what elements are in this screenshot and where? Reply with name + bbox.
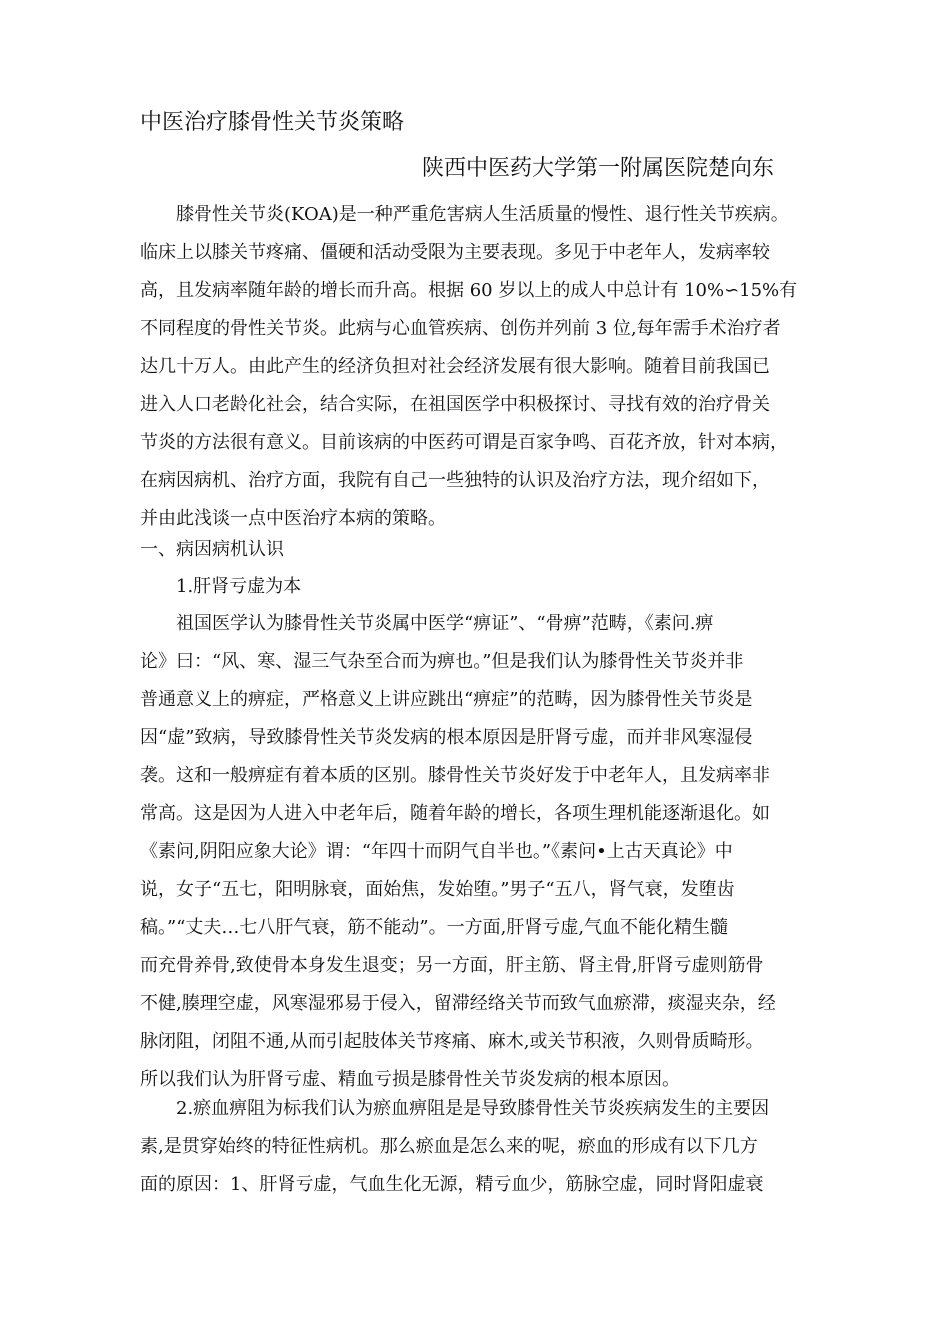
text-line: 素,是贯穿始终的特征性病机。那么瘀血是怎么来的呢，瘀血的形成有以下几方 — [140, 1136, 758, 1157]
text-line: 祖国医学认为膝骨性关节炎属中医学“痹证”、“骨痹”范畴，《素问.痹 — [176, 613, 714, 634]
text-line: 膝骨性关节炎(KOA)是一种严重危害病人生活质量的慢性、退行性关节疾病。 — [176, 204, 789, 225]
text-line: 所以我们认为肝肾亏虚、精血亏损是膝骨性关节炎发病的根本原因。 — [140, 1069, 680, 1090]
text-line: 达几十万人。由此产生的经济负担对社会经济发展有很大影响。随着目前我国已 — [140, 356, 770, 377]
paragraph-liver-kidney — [140, 605, 820, 1099]
text-line: 不同程度的骨性关节炎。此病与心血管疾病、创伤并列前 3 位,每年需手术治疗者 — [140, 318, 781, 339]
document-title: 中医治疗膝骨性关节炎策略 — [140, 110, 405, 135]
text-line: 进入人口老龄化社会，结合实际，在祖国医学中积极探讨、寻找有效的治疗骨关 — [140, 394, 770, 415]
text-line: 脉闭阻，闭阻不通,从而引起肢体关节疼痛、麻木,或关节积液，久则骨质畸形。 — [140, 1031, 764, 1052]
paragraph-intro — [140, 196, 820, 538]
text-line: 普通意义上的痹症，严格意义上讲应跳出“痹症”的范畴，因为膝骨性关节炎是 — [140, 689, 753, 710]
text-line: 而充骨养骨,致使骨本身发生退变；另一方面，肝主筋、肾主骨,肝肾亏虚则筋骨 — [140, 955, 764, 976]
subsection-heading: 1.肝肾亏虚为本 — [176, 576, 302, 597]
text-line: 临床上以膝关节疼痛、僵硬和活动受限为主要表现。多见于中老年人，发病率较 — [140, 242, 770, 263]
text-line: 并由此浅谈一点中医治疗本病的策略。 — [140, 508, 446, 529]
text-line: 面的原因：1、肝肾亏虚，气血生化无源，精亏血少，筋脉空虚，同时肾阳虚衰 — [140, 1174, 764, 1195]
text-line: 说，女子“五七，阳明脉衰，面始焦，发始堕。”男子“五八，肾气衰，发堕齿 — [140, 879, 735, 900]
text-line: 论》曰：“风、寒、湿三气杂至合而为痹也。”但是我们认为膝骨性关节炎并非 — [140, 651, 744, 672]
section-heading: 一、病因病机认识 — [140, 539, 284, 560]
document-author: 陕西中医药大学第一附属医院楚向东 — [422, 156, 775, 181]
text-line: 《素问,阴阳应象大论》谓：“年四十而阴气自半也。”《素问•上古天真论》中 — [140, 841, 733, 862]
text-line: 因“虚”致病，导致膝骨性关节炎发病的根本原因是肝肾亏虚，而并非风寒湿侵 — [140, 727, 753, 748]
text-line: 节炎的方法很有意义。目前该病的中医药可谓是百家争鸣、百花齐放，针对本病， — [140, 432, 788, 453]
text-line: 不健,腠理空虚，风寒湿邪易于侵入，留滞经络关节而致气血瘀滞，痰湿夹杂，经 — [140, 993, 776, 1014]
text-line: 2.瘀血痹阻为标我们认为瘀血痹阻是是导致膝骨性关节炎疾病发生的主要因 — [176, 1098, 770, 1119]
text-line: 在病因病机、治疗方面，我院有自己一些独特的认识及治疗方法，现介绍如下， — [140, 470, 770, 491]
text-line: 袭。这和一般痹症有着本质的区别。膝骨性关节炎好发于中老年人，且发病率非 — [140, 765, 770, 786]
text-line: 稿。”“丈夫…七八肝气衰，筋不能动”。一方面,肝肾亏虚,气血不能化精生髓 — [140, 917, 729, 938]
paragraph-blood-stasis — [140, 1090, 820, 1204]
text-line: 高，且发病率随年龄的增长而升高。根据 60 岁以上的成人中总计有 10%∽15%有 — [140, 280, 798, 301]
text-line: 常高。这是因为人进入中老年后，随着年龄的增长，各项生理机能逐渐退化。如 — [140, 803, 770, 824]
